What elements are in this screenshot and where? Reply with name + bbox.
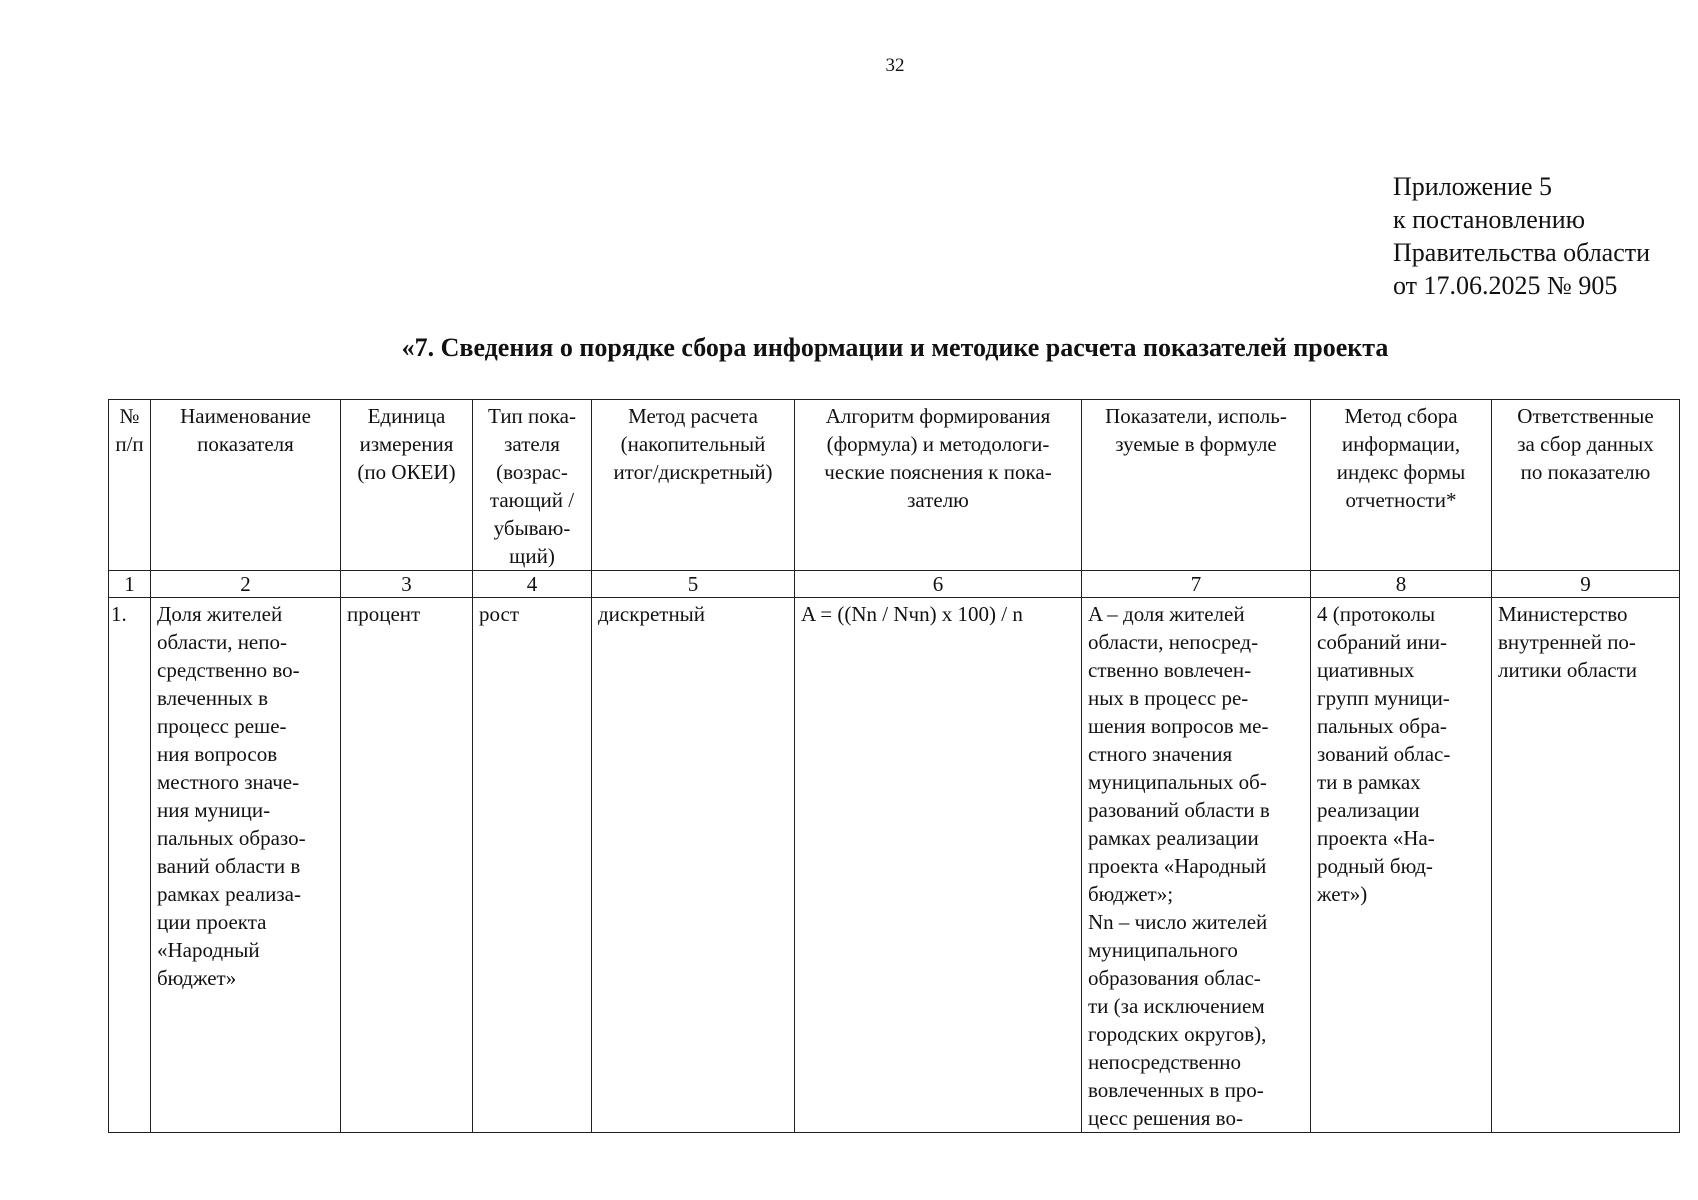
table-cell-line: влеченных в [157,686,269,710]
header-cell-line: Тип пока- [488,404,576,428]
table-cell [151,598,341,1133]
table-cell-line: цесс решения во- [1088,1106,1243,1130]
appendix-line: Правительства области [1393,238,1651,267]
header-cell-line: (накопительный [620,432,766,456]
table-cell [473,598,592,1133]
table-cell-line: бюджет» [157,966,237,990]
table-cell-line: ния муници- [157,798,271,822]
header-cell-line: (возрас- [496,460,568,484]
table-cell-line: процент [347,602,421,626]
header-cell-line: п/п [115,432,144,456]
table-cell-line: Министерство [1498,602,1628,626]
table-cell-line: ваний области в [157,854,301,878]
table-cell-line: области, непо- [157,630,287,654]
table-cell-line: местного значе- [157,770,300,794]
column-number-row [109,571,1680,598]
header-cell-line: (по ОКЕИ) [357,460,456,484]
table-cell-line: разований области в [1088,798,1270,822]
table-cell-line: процесс реше- [157,714,287,738]
header-cell-line: Единица [367,404,446,428]
header-cell-line: Метод расчета [628,404,758,428]
table-cell-line: зований облас- [1317,742,1451,766]
header-cell-line: Показатели, исполь- [1105,404,1287,428]
header-cell-line: по показателю [1520,460,1651,484]
table-cell-line: ти (за исключением [1088,994,1265,1018]
header-cell-line: Алгоритм формирования [825,404,1051,428]
header-cell-line: щий) [509,544,555,568]
column-number-cell: 6 [795,571,1082,598]
appendix-reference [1393,170,1650,302]
column-number-cell: 7 [1082,571,1311,598]
table-cell-line: A – доля жителей [1088,602,1245,626]
header-cell-line: Наименование [180,404,311,428]
table-cell-line: собраний ини- [1317,630,1447,654]
table-cell-line: ния вопросов [157,742,278,766]
header-cell-line: отчетности* [1345,488,1457,512]
table-cell [1082,598,1311,1133]
header-cell-line: Метод сбора [1344,404,1458,428]
table-cell-line: проекта «На- [1317,826,1435,850]
table-cell-line: образования облас- [1088,966,1261,990]
table-cell [1311,598,1492,1133]
header-cell-line: тающий / [489,488,575,512]
table-cell-line: 1. [111,602,127,626]
table-cell-line: непосредственно [1088,1050,1241,1074]
header-cell [109,400,151,571]
table-cell-line: проекта «Народный [1088,854,1267,878]
table-cell-line: рост [479,602,520,626]
header-cell-line: ческие пояснения к пока- [824,460,1052,484]
section-title: «7. Сведения о порядке сбора информации и методике расчета показателей проекта [401,333,1389,362]
table-cell-line: дискретный [598,602,706,626]
appendix-line: от 17.06.2025 № 905 [1393,271,1618,300]
header-cell-line: показателя [197,432,294,456]
table-cell-line: средственно во- [157,658,300,682]
page-number: 32 [885,55,905,76]
table-cell-line: циативных [1317,658,1415,682]
table-header-row [109,400,1680,571]
header-cell [795,400,1082,571]
table-cell-line: внутренней по- [1498,630,1636,654]
header-cell-line: Ответственные [1517,404,1654,428]
table-cell [109,598,151,1133]
table-cell-line: литики области [1498,658,1638,682]
column-number-cell: 3 [341,571,473,598]
column-number-cell: 2 [151,571,341,598]
column-number-cell: 8 [1311,571,1492,598]
header-cell-line: зуемые в формуле [1115,432,1277,456]
table-cell-line: рамках реализа- [157,882,301,906]
table-cell-line: групп муници- [1317,686,1450,710]
table-cell-line: стного значения [1088,742,1233,766]
table-cell [795,598,1082,1133]
header-cell-line: измерения [359,432,454,456]
table-cell-line: пальных обра- [1317,714,1447,738]
table-cell-line: области, непосред- [1088,630,1259,654]
table-cell-line: вовлеченных в про- [1088,1078,1264,1102]
column-number-cell: 1 [109,571,151,598]
table-cell-line: родный бюд- [1317,854,1433,878]
indicators-table [108,399,1680,1133]
header-cell-line: информации, [1341,432,1461,456]
table-cell-line: шения вопросов ме- [1088,714,1269,738]
column-number-cell: 4 [473,571,592,598]
header-cell [592,400,795,571]
header-cell-line: итог/дискретный) [613,460,773,484]
header-cell [341,400,473,571]
table-row [109,598,1680,1133]
table-cell-line: A = ((Nn / Nчn) x 100) / n [801,602,1023,626]
table-cell-line: ти в рамках [1317,770,1421,794]
header-cell-line: зателя [504,432,560,456]
column-number-cell: 5 [592,571,795,598]
appendix-line: к постановлению [1393,205,1586,234]
table-cell-line: муниципальных об- [1088,770,1267,794]
table-cell-line: Доля жителей [157,602,283,626]
table-cell-line: реализации [1317,798,1420,822]
table-cell-line: ственно вовлечен- [1088,658,1252,682]
table-cell-line: муниципального [1088,938,1238,962]
table-cell [1492,598,1680,1133]
table-cell-line: ции проекта [157,910,267,934]
header-cell [1082,400,1311,571]
table-cell-line: городских округов), [1088,1022,1267,1046]
header-cell [473,400,592,571]
header-cell-line: убываю- [493,516,571,540]
table-cell-line: пальных образо- [157,826,306,850]
table-cell [341,598,473,1133]
table-cell-line: «Народный [157,938,260,962]
column-number-cell: 9 [1492,571,1680,598]
header-cell-line: за сбор данных [1517,432,1654,456]
header-cell [151,400,341,571]
appendix-line: Приложение 5 [1393,172,1553,201]
table-cell [592,598,795,1133]
table-cell-line: Nn – число жителей [1088,910,1268,934]
header-cell-line: зателю [907,488,969,512]
table-cell-line: жет») [1317,882,1368,906]
header-cell-line: индекс формы [1336,460,1466,484]
header-cell [1311,400,1492,571]
header-cell [1492,400,1680,571]
table-cell-line: рамках реализации [1088,826,1259,850]
header-cell-line: (формула) и методологи- [826,432,1050,456]
table-cell-line: 4 (протоколы [1317,602,1436,626]
table-cell-line: бюджет»; [1088,882,1174,906]
table-cell-line: ных в процесс ре- [1088,686,1249,710]
header-cell-line: № [119,404,140,428]
